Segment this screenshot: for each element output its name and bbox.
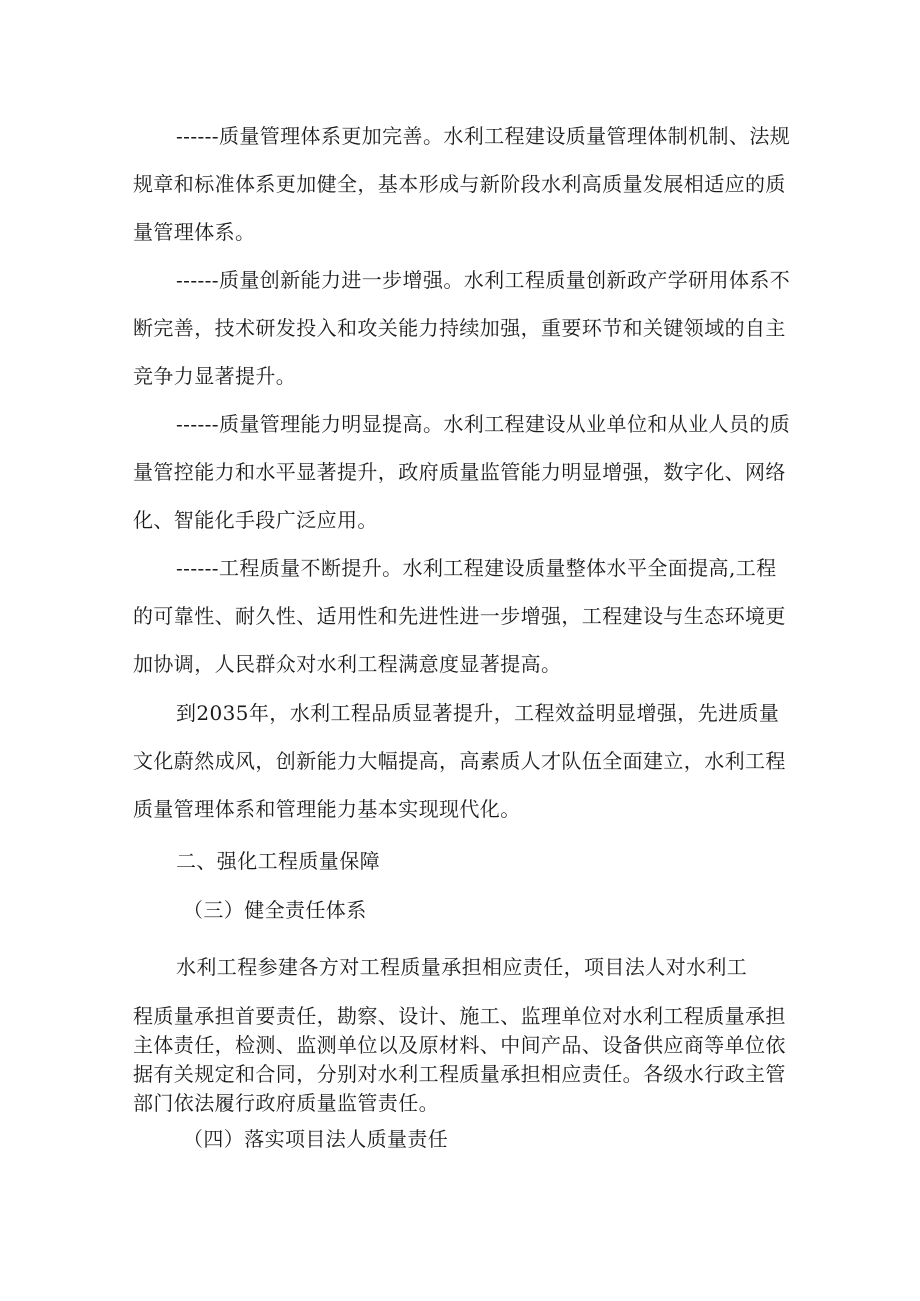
paragraph-engineering-quality: ------工程质量不断提升。水利工程建设质量整体水平全面提高,工程的可靠性、耐久性、适用性和先进性进一步增强，工程建设与生态环境更加协调，人民群众对水利工程满意度显著提高。	[133, 556, 786, 676]
section-heading-strengthen-quality: 二、强化工程质量保障	[176, 849, 380, 873]
subsection-heading-project-legal-person: （四）落实项目法人质量责任	[183, 1127, 449, 1151]
paragraph-quality-innovation: ------质量创新能力进一步增强。水利工程质量创新政产学研用体系不断完善，技术研发投入和攻关能力持续加强，重要环节和关键领域的自主竞争力显著提升。	[133, 268, 791, 388]
subsection-heading-responsibility-system: （三）健全责任体系	[183, 898, 367, 922]
paragraph-responsibility-body: 程质量承担首要责任，勘察、设计、施工、监理单位对水利工程质量承担主体责任，检测、监测单位以及原材料、中间产品、设备供应商等单位依据有关规定和合同，分别对水利工程质量承担相应责任。各级水行政主管部门依法履行政府质量监管责任。	[133, 1004, 786, 1115]
paragraph-2035-goal: 到2035年，水利工程品质显著提升，工程效益明显增强，先进质量文化蔚然成风，创新能力大幅提高，高素质人才队伍全面建立，水利工程质量管理体系和管理能力基本实现现代化。	[133, 701, 786, 821]
paragraph-responsibility-first-line: 水利工程参建各方对工程质量承担相应责任，项目法人对水利工	[176, 955, 748, 979]
paragraph-quality-management-capability: ------质量管理能力明显提高。水利工程建设从业单位和从业人员的质量管控能力和水平显著提升，政府质量监管能力明显增强，数字化、网络化、智能化手段广泛应用。	[133, 412, 791, 532]
paragraph-quality-management-system: ------质量管理体系更加完善。水利工程建设质量管理体制机制、法规规章和标准体系更加健全，基本形成与新阶段水利高质量发展相适应的质量管理体系。	[133, 124, 791, 244]
